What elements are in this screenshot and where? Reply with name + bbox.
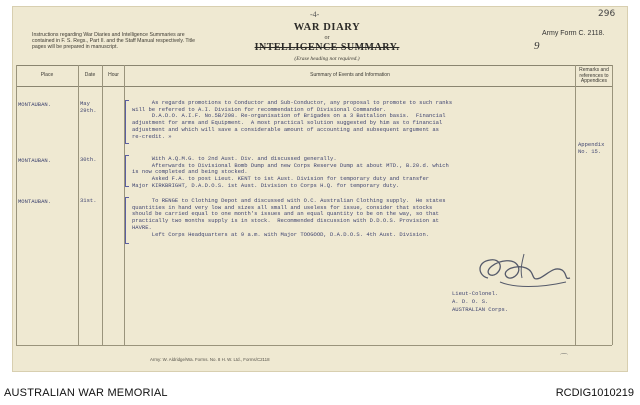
column-header-place: Place xyxy=(40,72,54,78)
entry-summary-text: With A.Q.M.G. to 2nd Aust. Div. and discussed generally. Afterwards to Divisional Bomb Dump and new Corps Reserve Dump at about MTD., B.20.d. which is now completed and being stocked. Asked F.A. to post Lieut. KENT to 1st Aust. Division for temporary duty and transfer Major KIRKBRIGHT, D.A.D.O.S. 1st Aust. Division to Corps H.Q. for temporary duty. xyxy=(132,155,449,189)
handwritten-number: 9 xyxy=(534,40,540,52)
entry-bracket xyxy=(125,155,129,187)
table-header-bottom-rule xyxy=(16,86,612,87)
table-header-top-rule xyxy=(16,65,612,66)
handwritten-signature xyxy=(470,248,580,296)
entry-summary-text: As regards promotions to Conductor and Sub-Conductor, any proposal to promote to such ranks will be referred to A.I. Division for recommendation of Divisional Commander. D.A.D.O. A.I.F. No.5B/208. Re-organisation of Brigades on a 3 Battalion basis. Financial adjustment for arms and Equipment. A most practical solution suggested by him as to financial adjustment and which will save a considerable amount of accounting and subsequent argument as re-credit. » xyxy=(132,99,453,140)
signature-rank: Lieut-Colonel. xyxy=(452,290,499,297)
title-block xyxy=(242,22,412,62)
entry-bracket xyxy=(125,197,129,244)
footer-record-id: RCDIG1010219 xyxy=(555,387,634,399)
entry-appendix: Appendix No. 15. xyxy=(578,141,605,155)
entry-date: 31st. xyxy=(80,197,97,204)
footer-institution: AUSTRALIAN WAR MEMORIAL xyxy=(4,387,168,399)
entry-summary-text: To RENGE to Clothing Depot and discussed with O.C. Australian Clothing supply. He states quantities in hand very low and sizes all small and useless for issue, consider that stocks should be carried equal to one month's issues and an equal quantity to be on the way, so that practically two months supply is in stock. Recommended discussion with D.D.O.S. Provision at HAVRE. Left Corps Headquarters at 9 a.m. with Major TOOGOOD, D.A.D.O.S. 4th Aust. Division. xyxy=(132,197,446,238)
sheet-reference-number: 296 xyxy=(598,9,616,19)
archive-footer xyxy=(0,378,640,405)
column-divider xyxy=(102,65,103,345)
column-divider xyxy=(16,65,17,345)
page-mark: -4- xyxy=(310,10,320,19)
signature-unit: A. D. O. S. xyxy=(452,298,489,305)
column-header-summary: Summary of Events and Information xyxy=(310,72,390,78)
title-or: or xyxy=(324,35,330,41)
entry-bracket xyxy=(125,100,129,144)
entry-date: 30th. xyxy=(80,156,97,163)
erase-heading-note: (Erase heading not required.) xyxy=(294,56,360,62)
column-header-date: Date xyxy=(84,72,96,78)
army-form-number: Army Form C. 2118. xyxy=(542,30,605,37)
entry-place: MONTAUBAN. xyxy=(18,101,52,108)
corner-mark: ⌒ xyxy=(560,353,568,362)
printer-imprint: Army: W. Aldridge/Wa. Forms. No. 8 H. W. Ltd., Forms/C2118 xyxy=(150,357,270,362)
table-bottom-rule xyxy=(16,345,612,346)
page-subtitle: INTELLIGENCE SUMMARY. xyxy=(254,42,400,53)
entry-place: MONTAUBAN. xyxy=(18,157,52,164)
signature-formation: AUSTRALIAN Corps. xyxy=(452,306,509,313)
column-divider xyxy=(78,65,79,345)
column-divider xyxy=(612,65,613,345)
instructions-text: Instructions regarding War Diaries and Intelligence Summaries are contained in F. S. Regs., Part II. and the Staff Manual respectively. Title pages will be prepared in manuscript. xyxy=(32,32,196,50)
entry-date: May 29th. xyxy=(80,100,97,114)
column-divider xyxy=(575,65,576,345)
column-header-hour: Hour xyxy=(108,72,119,78)
page-title: WAR DIARY xyxy=(293,22,361,33)
entry-place: MONTAUBAN. xyxy=(18,198,52,205)
column-header-remarks: Remarks and references to Appendices xyxy=(579,67,609,85)
